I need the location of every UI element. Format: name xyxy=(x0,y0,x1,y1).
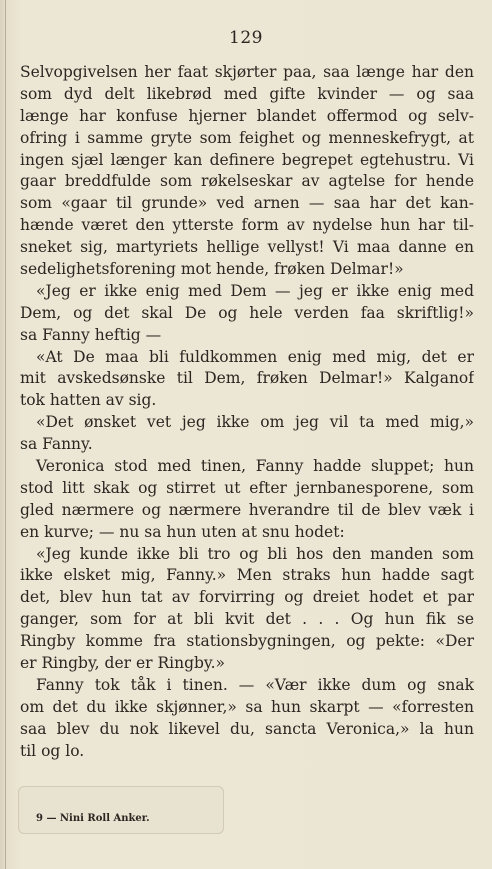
text-line: om det du ikke skjønner,» sa hun skarpt — «forresten xyxy=(20,697,474,716)
text-line: Veronica stod med tinen, Fanny hadde sluppet; hun xyxy=(36,457,474,476)
text-line: sa Fanny heftig — xyxy=(20,325,162,344)
text-line: «At De maa bli fuldkommen enig med mig, det er xyxy=(36,347,474,366)
text-line: Fanny tok tåk i tinen. — «Vær ikke dum og snak xyxy=(36,675,474,694)
text-line: tok hatten av sig. xyxy=(20,391,157,410)
text-line: en kurve; — nu sa hun uten at snu hodet: xyxy=(20,522,345,541)
text-line: «Jeg kunde ikke bli tro og bli hos den manden som xyxy=(36,544,474,563)
text-line: længe har konfuse hjerner blandet offermod og selv- xyxy=(20,106,474,125)
text-line: sa Fanny. xyxy=(20,435,93,454)
body-text xyxy=(20,62,474,763)
text-line: som dyd delt likebrød med gifte kvinder — og saa xyxy=(20,84,474,103)
text-line: det, blev hun tat av forvirring og dreiet hodet et par xyxy=(20,588,474,607)
text-line: ofring i samme gryte som feighet og menneskefrygt, at xyxy=(20,128,474,147)
text-line: «Det ønsket vet jeg ikke om jeg vil ta med mig,» xyxy=(36,413,474,432)
text-line: som «gaar til grunde» ved arnen — saa har det kan- xyxy=(20,194,474,213)
text-line: Ringby komme fra stationsbygningen, og pekte: «Der xyxy=(20,632,474,651)
text-line: hænde været den ytterste form av nydelse hun har til- xyxy=(20,216,474,235)
text-line: sneket sig, martyriets hellige vellyst! Vi maa danne en xyxy=(20,238,474,257)
text-line: til og lo. xyxy=(20,741,85,760)
text-line: mit avskedsønske til Dem, frøken Delmar!» Kalganof xyxy=(20,369,474,388)
text-line: ikke elsket mig, Fanny.» Men straks hun hadde sagt xyxy=(20,566,474,585)
paper-tab-mark xyxy=(18,786,224,834)
text-line: sedelighetsforening mot hende, frøken Delmar!» xyxy=(20,260,404,279)
page-gutter xyxy=(5,0,6,869)
text-line: gaar breddfulde som røkelseskar av agtelse for hende xyxy=(20,172,474,191)
text-line: ingen sjæl længer kan definere begrepet egtehustru. Vi xyxy=(20,150,474,169)
text-line: Selvopgivelsen her faat skjørter paa, saa længe har den xyxy=(20,63,474,81)
signature-footer: 9 — Nini Roll Anker. xyxy=(36,813,150,824)
text-line: er Ringby, der er Ringby.» xyxy=(20,654,226,673)
text-line: saa blev du nok likevel du, sancta Veronica,» la hun xyxy=(20,719,474,738)
text-line: Dem, og det skal De og hele verden faa skriftlig!» xyxy=(20,303,474,322)
text-line: gled nærmere og nærmere hverandre til de blev væk i xyxy=(20,500,474,519)
text-line: ganger, som for at bli kvit det . . . Og hun fik se xyxy=(20,610,474,629)
page-number: 129 xyxy=(229,28,263,48)
text-line: «Jeg er ikke enig med Dem — jeg er ikke enig med xyxy=(36,281,474,300)
text-line: stod litt skak og stirret ut efter jernbanesporene, som xyxy=(20,478,474,497)
